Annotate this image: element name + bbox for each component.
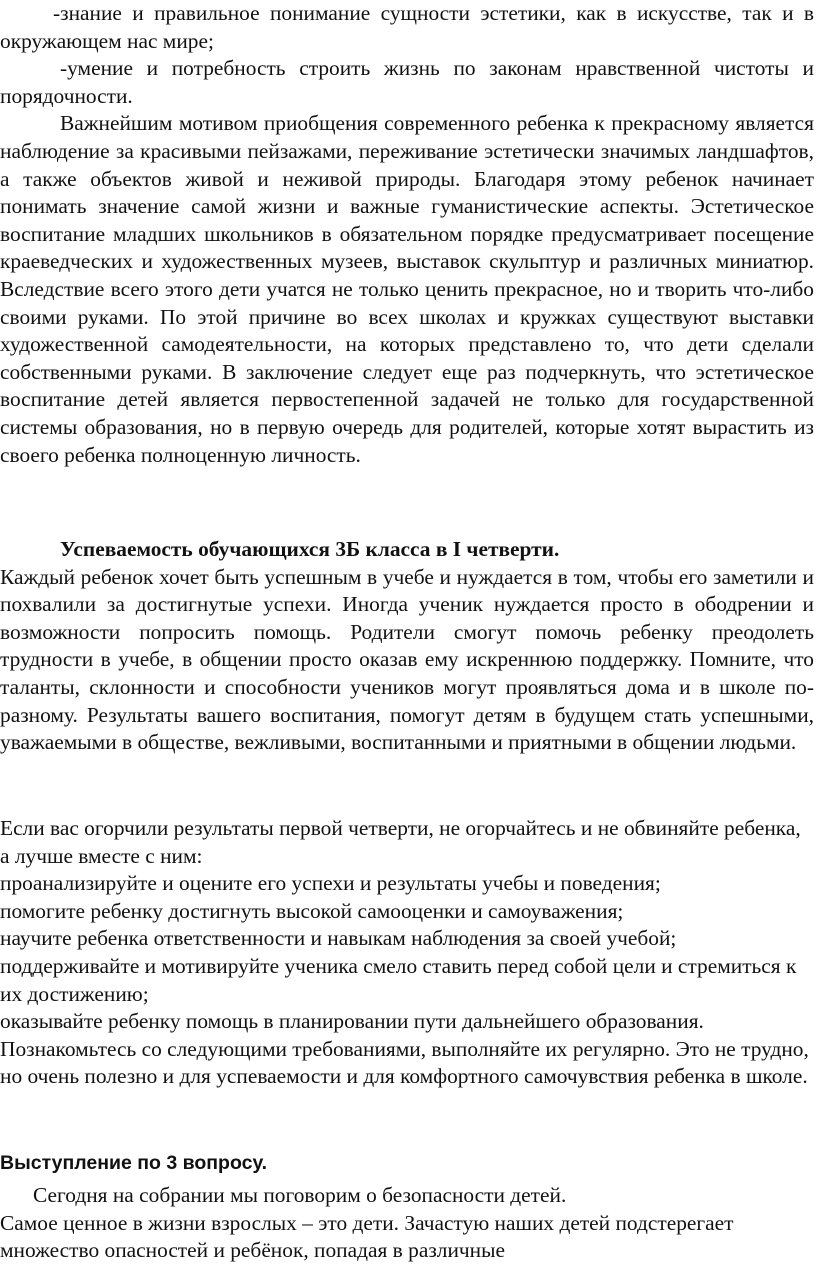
advice-item: оказывайте ребенку помощь в планировании пути дальнейшего образования. [0, 1009, 704, 1034]
paragraph-success: Каждый ребенок хочет быть успешным в учебе и нуждается в том, чтобы его заметили и похвалили за достигнутые успехи. Иногда ученик нуждается просто в ободрении и возможности попросить помощь. Родители смогут помочь ребенку преодолеть трудности в учебе, в общении просто оказав ему искреннюю поддержку. Помните, что таланты, склонности и способности учеников могут проявляться дома и в школе по-разному. Результаты вашего воспитания, помогут детям в будущем стать успешными, уважаемыми в обществе, вежливыми, воспитанными и приятными в общении людьми. [0, 564, 814, 755]
section-performance [0, 536, 814, 757]
bullet-ability: -умение и потребность строить жизнь по законам нравственной чистоты и порядочности. [0, 56, 814, 108]
advice-intro: Если вас огорчили результаты первой четверти, не огорчайтесь и не обвиняйте ребенка, а лучше вместе с ним: [0, 816, 801, 868]
safety-line-2: Самое ценное в жизни взрослых – это дети. Зачастую наших детей подстерегает множество опасностей и ребёнок, попадая в различные [0, 1210, 734, 1263]
section-safety [0, 1150, 814, 1265]
advice-item: помогите ребенку достигнуть высокой самооценки и самоуважения; [0, 898, 624, 923]
safety-line-1: Сегодня на собрании мы поговорим о безопасности детей. [33, 1183, 567, 1207]
paragraph-motive: Важнейшим мотивом приобщения современного ребенка к прекрасному является наблюдение за красивыми пейзажами, переживание эстетически значимых ландшафтов, а также объектов живой и неживой природы. Благодаря этому ребенок начинает понимать значение самой жизни и важные гуманистические аспекты. Эстетическое воспитание младших школьников в обязательном порядке предусматривает посещение краеведческих и художественных музеев, выставок скульптур и различных миниатюр. Вследствие всего этого дети учатся не только ценить прекрасное, но и творить что-либо своими руками. По этой причине во всех школах и кружках существуют выставки художественной самодеятельности, на которых представлено то, что дети сделали собственными руками. В заключение следует еще раз подчеркнуть, что эстетическое воспитание детей является первостепенной задачей не только для государственной системы образования, но в первую очередь для родителей, которые хотят вырастить из своего ребенка полноценную личность. [0, 111, 814, 467]
bullet-knowledge: -знание и правильное понимание сущности эстетики, как в искусстве, так и в окружающем нас мире; [0, 1, 814, 53]
advice-item: проанализируйте и оцените его успехи и результаты учебы и поведения; [0, 871, 661, 896]
section-advice [0, 815, 814, 1091]
safety-heading: Выступление по 3 вопросу. [0, 1152, 267, 1174]
section-aesthetics [0, 0, 814, 469]
advice-item: научите ребенка ответственности и навыкам наблюдения за своей учебой; [0, 926, 677, 951]
performance-heading: Успеваемость обучающихся 3Б класса в I четверти. [60, 537, 560, 561]
advice-item: поддерживайте и мотивируйте ученика смело ставить перед собой цели и стремиться к их достижению; [0, 953, 797, 1006]
advice-closing: Познакомьтесь со следующими требованиями, выполняйте их регулярно. Это не трудно, но очень полезно и для успеваемости и для комфортного самочувствия ребенка в школе. [0, 1036, 809, 1089]
